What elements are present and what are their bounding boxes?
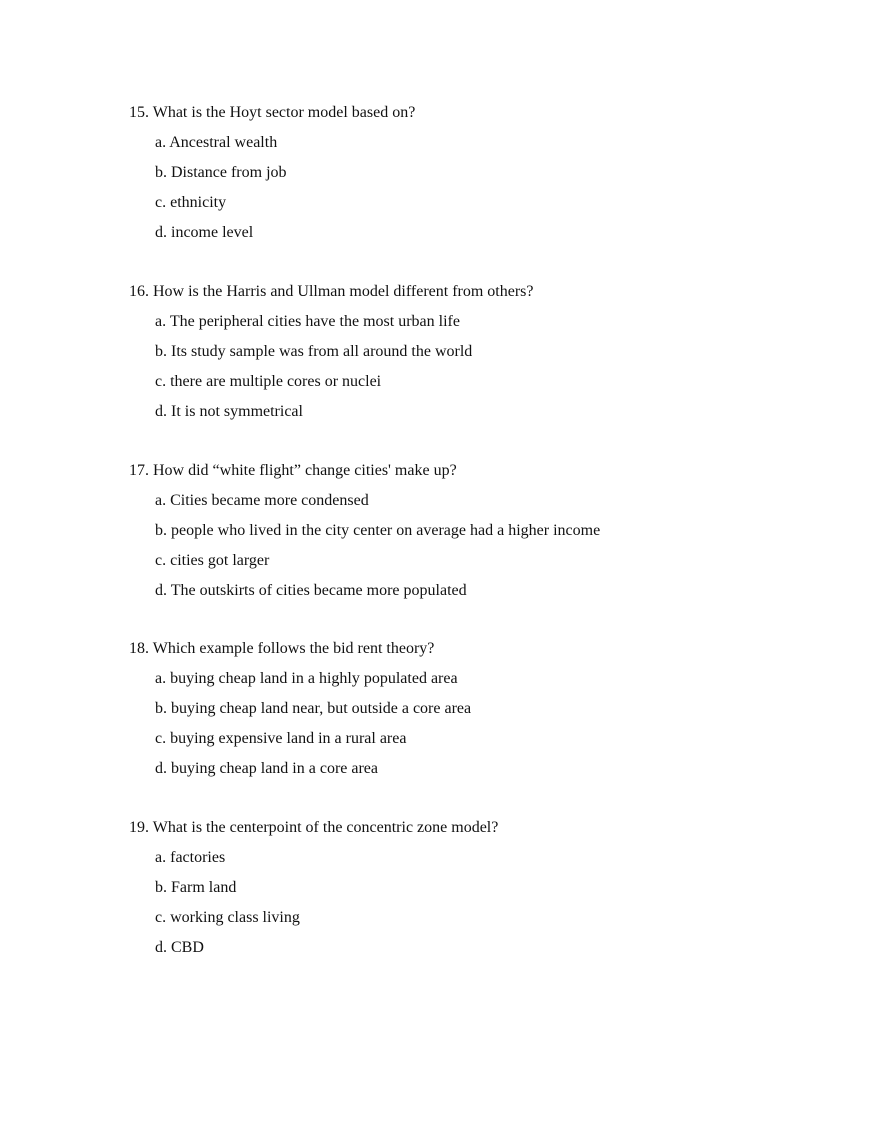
question-prompt bbox=[129, 639, 829, 669]
option-b bbox=[129, 521, 829, 551]
option-text: there are multiple cores or nuclei bbox=[170, 373, 382, 390]
option-c bbox=[129, 729, 829, 759]
option-letter: c. bbox=[155, 552, 167, 569]
option-letter: b. bbox=[155, 879, 167, 896]
option-letter: d. bbox=[155, 939, 167, 956]
option-text: buying cheap land near, but outside a core area bbox=[171, 700, 472, 717]
question-prompt bbox=[129, 282, 829, 312]
question-number: 15. bbox=[129, 104, 149, 121]
option-letter: d. bbox=[155, 224, 167, 241]
question-prompt bbox=[129, 461, 829, 491]
option-c bbox=[129, 193, 829, 223]
question-number: 18. bbox=[129, 640, 149, 657]
option-letter: b. bbox=[155, 164, 167, 181]
question-19 bbox=[129, 818, 829, 968]
option-c bbox=[129, 908, 829, 938]
option-text: buying cheap land in a highly populated area bbox=[170, 670, 458, 687]
option-letter: a. bbox=[155, 134, 167, 151]
option-text: income level bbox=[171, 224, 254, 241]
option-text: It is not symmetrical bbox=[171, 403, 303, 420]
option-letter: b. bbox=[155, 700, 167, 717]
option-text: ethnicity bbox=[170, 194, 227, 211]
question-15 bbox=[129, 103, 829, 253]
option-text: people who lived in the city center on average had a higher income bbox=[171, 522, 601, 539]
option-text: Ancestral wealth bbox=[169, 134, 278, 151]
question-prompt bbox=[129, 103, 829, 133]
option-d bbox=[129, 581, 829, 611]
option-text: The peripheral cities have the most urban life bbox=[169, 313, 460, 330]
option-a bbox=[129, 669, 829, 699]
option-letter: a. bbox=[155, 492, 167, 509]
option-b bbox=[129, 342, 829, 372]
question-prompt bbox=[129, 818, 829, 848]
question-18 bbox=[129, 639, 829, 789]
option-text: buying cheap land in a core area bbox=[171, 760, 379, 777]
option-letter: d. bbox=[155, 582, 167, 599]
option-letter: d. bbox=[155, 760, 167, 777]
option-letter: c. bbox=[155, 373, 167, 390]
option-text: The outskirts of cities became more populated bbox=[170, 582, 467, 599]
question-16 bbox=[129, 282, 829, 432]
question-17 bbox=[129, 461, 829, 611]
option-letter: c. bbox=[155, 909, 167, 926]
option-c bbox=[129, 372, 829, 402]
question-number: 16. bbox=[129, 283, 149, 300]
option-text: cities got larger bbox=[170, 552, 270, 569]
question-text: Which example follows the bid rent theory? bbox=[152, 640, 435, 657]
option-letter: c. bbox=[155, 194, 167, 211]
option-text: factories bbox=[170, 849, 226, 866]
option-letter: d. bbox=[155, 403, 167, 420]
option-a bbox=[129, 312, 829, 342]
option-b bbox=[129, 699, 829, 729]
option-text: working class living bbox=[170, 909, 300, 926]
option-letter: a. bbox=[155, 849, 167, 866]
option-text: Distance from job bbox=[171, 164, 287, 181]
question-text: What is the Hoyt sector model based on? bbox=[152, 104, 416, 121]
option-a bbox=[129, 848, 829, 878]
option-letter: a. bbox=[155, 313, 167, 330]
option-text: Farm land bbox=[171, 879, 237, 896]
option-text: buying expensive land in a rural area bbox=[170, 730, 407, 747]
option-c bbox=[129, 551, 829, 581]
question-text: How is the Harris and Ullman model different from others? bbox=[153, 283, 534, 300]
option-b bbox=[129, 163, 829, 193]
question-text: How did “white flight” change cities' make up? bbox=[153, 462, 457, 479]
option-letter: b. bbox=[155, 343, 167, 360]
option-text: CBD bbox=[171, 939, 204, 956]
option-d bbox=[129, 223, 829, 253]
option-d bbox=[129, 759, 829, 789]
option-d bbox=[129, 938, 829, 968]
question-text: What is the centerpoint of the concentric zone model? bbox=[152, 819, 499, 836]
option-d bbox=[129, 402, 829, 432]
option-b bbox=[129, 878, 829, 908]
option-text: Cities became more condensed bbox=[170, 492, 369, 509]
question-number: 17. bbox=[129, 462, 149, 479]
option-letter: a. bbox=[155, 670, 167, 687]
option-text: Its study sample was from all around the world bbox=[171, 343, 473, 360]
option-letter: c. bbox=[155, 730, 167, 747]
option-letter: b. bbox=[155, 522, 167, 539]
option-a bbox=[129, 133, 829, 163]
option-a bbox=[129, 491, 829, 521]
question-number: 19. bbox=[129, 819, 149, 836]
